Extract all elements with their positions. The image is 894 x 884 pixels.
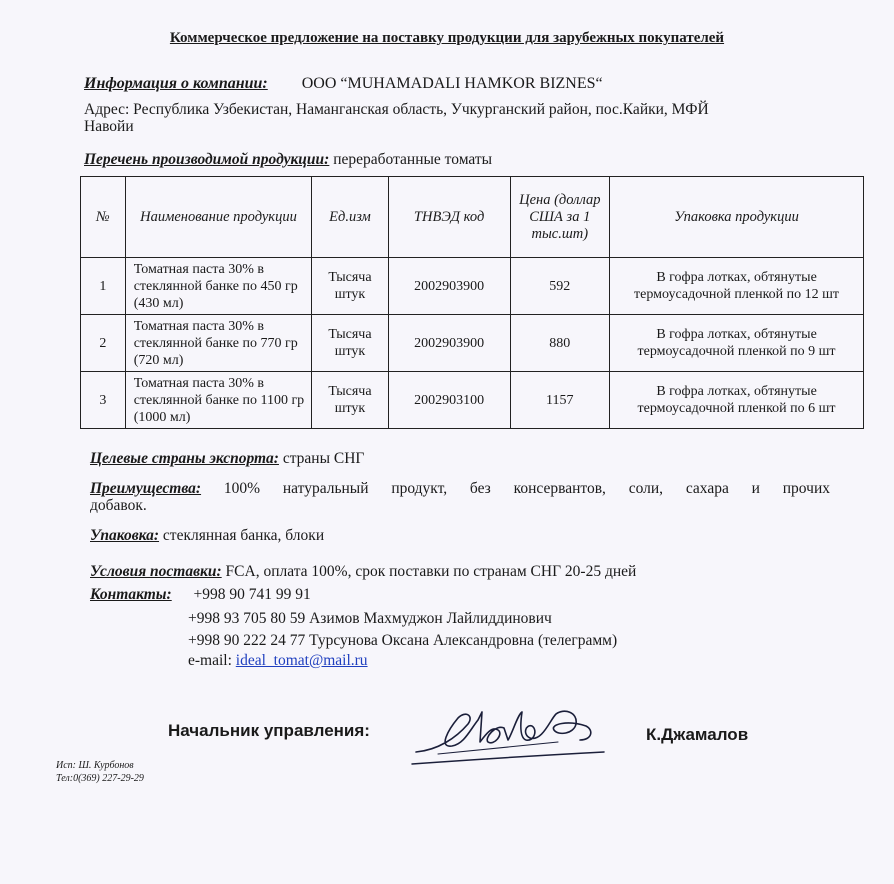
- email-label: e-mail:: [188, 652, 232, 669]
- company-address-line1: Адрес: Республика Узбекистан, Наманганская область, Учкурганский район, пос.Кайки, МФЙ: [84, 101, 709, 118]
- row-price: 592: [510, 258, 610, 315]
- advantages-info: [90, 480, 830, 498]
- products-value: переработанные томаты: [333, 151, 493, 168]
- table-row: [81, 258, 864, 315]
- company-label: Информация о компании:: [84, 75, 268, 92]
- row-unit: Тысяча штук: [312, 372, 389, 429]
- advantages-value-line1: 100% натуральный продукт, без консервантов, соли, сахара и прочих: [223, 480, 830, 497]
- row-number: 2: [81, 315, 126, 372]
- table-row: [81, 315, 864, 372]
- advantages-label: Преимущества:: [90, 480, 202, 497]
- table-row: [81, 372, 864, 429]
- document-title: Коммерческое предложение на поставку продукции для зарубежных покупателей: [169, 30, 725, 46]
- export-info: [90, 450, 364, 468]
- contacts-info: [90, 586, 311, 604]
- row-number: 3: [81, 372, 126, 429]
- products-table: [80, 176, 864, 429]
- signatory-name: К.Джамалов: [646, 725, 749, 744]
- contact-phone-1: +998 90 741 99 91: [193, 586, 311, 603]
- row-code: 2002903900: [388, 315, 510, 372]
- header-product-name: Наименование продукции: [125, 177, 312, 258]
- row-product-name: Томатная паста 30% в стеклянной банке по 770 гр (720 мл): [125, 315, 312, 372]
- header-number: №: [81, 177, 126, 258]
- conditions-label: Условия поставки:: [90, 563, 222, 580]
- signatory-position: Начальник управления:: [168, 721, 370, 740]
- email-link[interactable]: ideal_tomat@mail.ru: [235, 652, 368, 669]
- row-code: 2002903900: [388, 258, 510, 315]
- products-label: Перечень производимой продукции:: [84, 151, 330, 168]
- executor-name: Исп: Ш. Курбонов: [56, 760, 134, 771]
- contact-phone-3: +998 90 222 24 77 Турсунова Оксана Александровна (телеграмм): [188, 632, 618, 649]
- row-number: 1: [81, 258, 126, 315]
- row-packaging: В гофра лотках, обтянутые термоусадочной пленкой по 9 шт: [610, 315, 864, 372]
- row-price: 880: [510, 315, 610, 372]
- packaging-value: стеклянная банка, блоки: [162, 527, 325, 544]
- company-address-line2: Навойи: [84, 118, 134, 135]
- contact-phone-2: +998 93 705 80 59 Азимов Махмуджон Лайлиддинович: [188, 610, 552, 627]
- conditions-value: FCA, оплата 100%, срок поставки по странам СНГ 20-25 дней: [225, 563, 637, 580]
- export-label: Целевые страны экспорта:: [90, 450, 279, 467]
- contact-email: [188, 652, 368, 670]
- export-value: страны СНГ: [282, 450, 365, 467]
- row-price: 1157: [510, 372, 610, 429]
- row-unit: Тысяча штук: [312, 315, 389, 372]
- contacts-label: Контакты:: [90, 586, 172, 603]
- row-product-name: Томатная паста 30% в стеклянной банке по 450 гр (430 мл): [125, 258, 312, 315]
- advantages-value-line2: добавок.: [90, 497, 147, 514]
- header-unit: Ед.изм: [312, 177, 389, 258]
- company-name: ООО “MUHAMADALI HAMKOR BIZNES“: [301, 75, 603, 92]
- row-packaging: В гофра лотках, обтянутые термоусадочной пленкой по 12 шт: [610, 258, 864, 315]
- handwritten-signature: [408, 690, 608, 775]
- row-code: 2002903100: [388, 372, 510, 429]
- header-packaging: Упаковка продукции: [610, 177, 864, 258]
- packaging-label: Упаковка:: [90, 527, 160, 544]
- packaging-info: [90, 527, 324, 545]
- row-unit: Тысяча штук: [312, 258, 389, 315]
- executor-phone: Тел:0(369) 227-29-29: [56, 773, 144, 784]
- header-code: ТНВЭД код: [388, 177, 510, 258]
- products-info: [84, 151, 492, 169]
- row-product-name: Томатная паста 30% в стеклянной банке по 1100 гр (1000 мл): [125, 372, 312, 429]
- row-packaging: В гофра лотках, обтянутые термоусадочной пленкой по 6 шт: [610, 372, 864, 429]
- table-header-row: [81, 177, 864, 258]
- conditions-info: [90, 563, 636, 581]
- company-info: [84, 75, 603, 93]
- header-price: Цена (доллар США за 1 тыс.шт): [510, 177, 610, 258]
